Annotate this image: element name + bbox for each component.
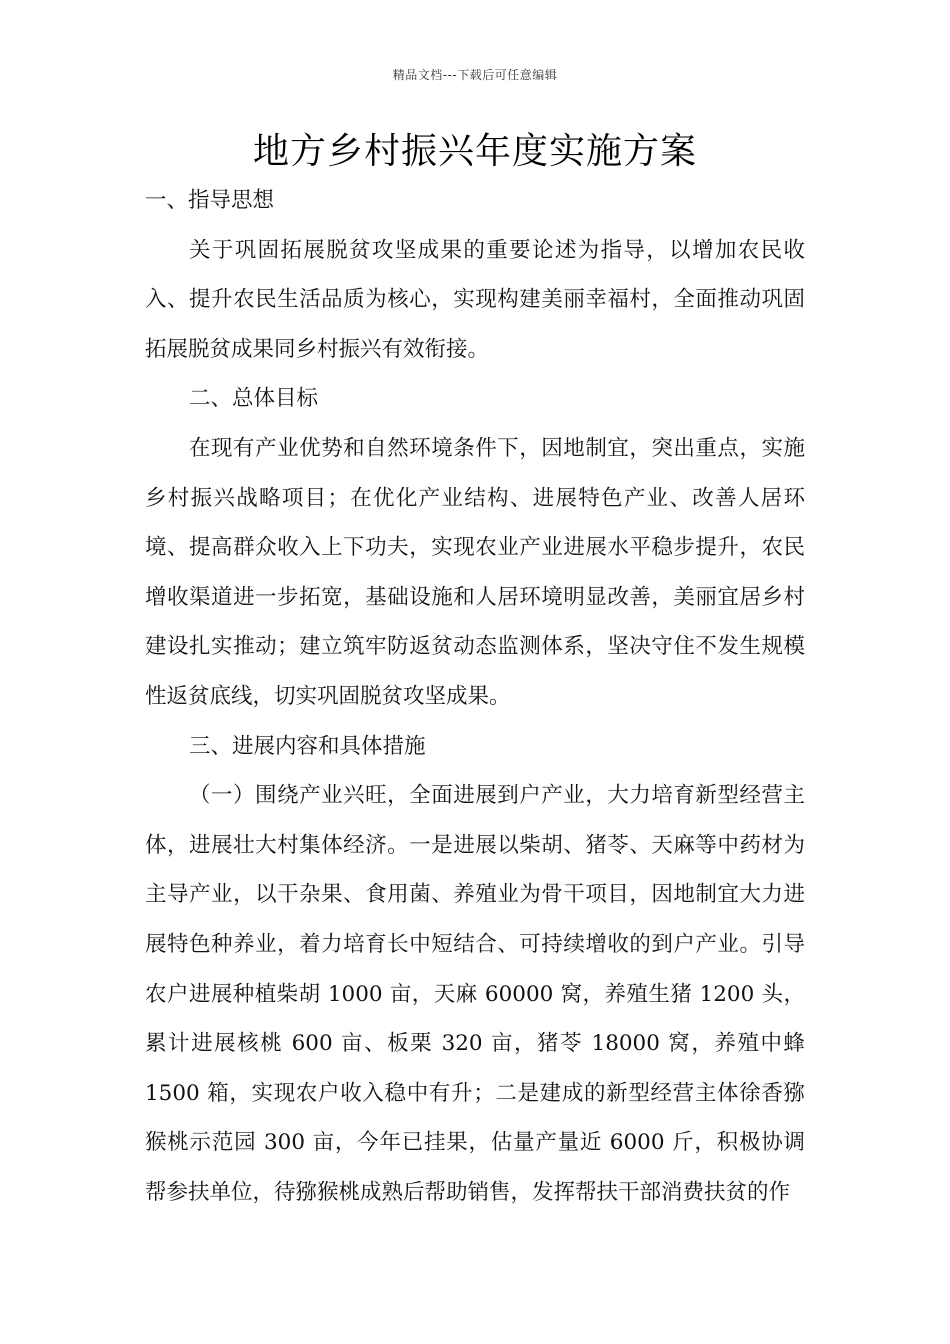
header-note: 精品文档---下载后可任意编辑: [392, 68, 558, 82]
section-heading-3: 三、进展内容和具体措施: [189, 733, 426, 759]
page-title: 地方乡村振兴年度实施方案: [252, 131, 697, 172]
section-heading-1: 一、指导思想: [145, 188, 275, 213]
section-1-paragraph: 关于巩固拓展脱贫攻坚成果的重要论述为指导，以增加农民收入、提升农民生活品质为核心，实现构建美丽幸福村，全面推动巩固拓展脱贫成果同乡村振兴有效衔接。: [145, 237, 805, 362]
section-heading-2: 二、总体目标: [189, 386, 319, 412]
section-3-paragraph: （一）围绕产业兴旺，全面进展到户产业，大力培育新型经营主体，进展壮大村集体经济。一是进展以柴胡、猪苓、天麻等中药材为主导产业，以干杂果、食用菌、养殖业为骨干项目，因地制宜大力进展特色种养业，着力培育长中短结合、可持续增收的到户产业。引导农户进展种植柴胡 1000 亩，天麻 60000 窝，养殖生猪 1200 头，累计进展核桃 600 亩、板栗 320 亩，猪苓 18000 窝，养殖中蜂 1500 箱，实现农户收入稳中有升；二是建成的新型经营主体徐香猕猴桃示范园 300 亩，今年已挂果，估量产量近 6000 斤，积极协调帮参扶单位，待猕猴桃成熟后帮助销售，发挥帮扶干部消费扶贫的作: [145, 783, 805, 1205]
document-body: [145, 176, 805, 1217]
section-2-paragraph: 在现有产业优势和自然环境条件下，因地制宜，突出重点，实施乡村振兴战略项目；在优化产业结构、进展特色产业、改善人居环境、提高群众收入上下功夫，实现农业产业进展水平稳步提升，农民增收渠道进一步拓宽，基础设施和人居环境明显改善，美丽宜居乡村建设扎实推动；建立筑牢防返贫动态监测体系，坚决守住不发生规模性返贫底线，切实巩固脱贫攻坚成果。: [145, 435, 805, 709]
